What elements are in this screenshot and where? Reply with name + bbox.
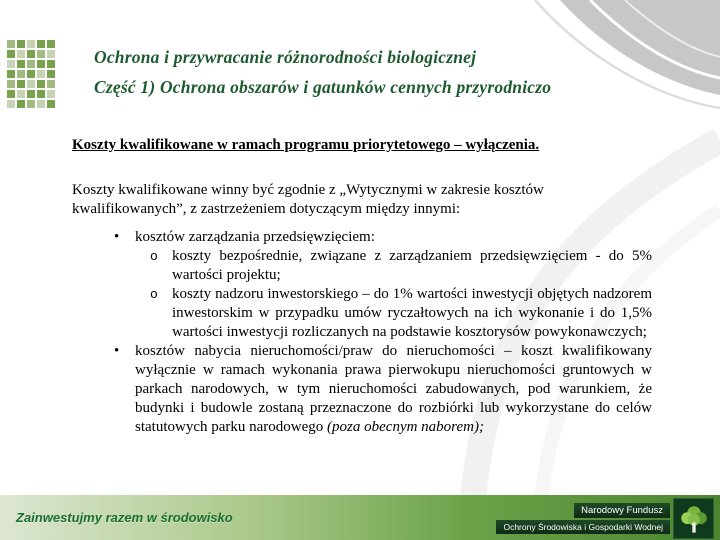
bullet-marker: • [114,343,120,359]
bullet-text: kosztów zarządzania przedsięwzięciem: [135,229,375,245]
tree-icon [677,502,711,536]
bullet-item-2 [72,342,652,437]
title-line-1: Ochrona i przywracanie różnorodności biologicznej [94,47,477,67]
org-name-line-2: Ochrony Środowiska i Gospodarki Wodnej [496,520,670,534]
sub-bullet-text: koszty bezpośrednie, związane z zarządzaniem przedsięwzięciem - do 5% wartości projektu; [172,248,652,283]
sub-bullet-marker: o [150,249,158,264]
slide-footer [0,495,720,540]
decorative-squares [7,40,57,110]
logo-box [673,498,714,539]
title-line-2: Część 1) Ochrona obszarów i gatunków cennych przyrodniczo [94,77,552,97]
bullet-marker: • [114,229,120,245]
intro-paragraph: Koszty kwalifikowane winny być zgodnie z „Wytycznymi w zakresie kosztów kwalifikowanych”, z zastrzeżeniem dotyczącym między innymi: [72,182,544,217]
sub-bullet-text: koszty nadzoru inwestorskiego – do 1% wartości inwestycji objętych nadzorem inwestorskim w przypadku umów ryczałtowych na ich wykonanie i do 1,5% wartości inwestycji rozliczanych na podstawie kosztorysów powykonawczych; [172,286,652,340]
nfos-logo-block [496,498,714,539]
bullet-text-main: kosztów nabycia nieruchomości/praw do nieruchomości – koszt kwalifikowany wyłącznie w ramach wykonania prawa pierwokupu nieruchomości gruntowych w parkach narodowych, w tym nieruchomości zabudowanych, pod warunkiem, że budynki i budowle zostaną przeznaczone do rozbiórki lub wykorzystane do celów statutowych parku narodowego [135,343,652,435]
sub-bullet-marker: o [150,287,158,302]
slide-body [72,136,652,437]
slide-title [94,42,551,102]
bullet-text-italic-suffix: (poza obecnym naborem); [327,419,484,435]
org-name [496,503,670,534]
section-heading: Koszty kwalifikowane w ramach programu priorytetowego – wyłączenia. [72,137,540,153]
footer-slogan: Zainwestujmy razem w środowisko [16,510,233,525]
sub-bullet-item-1 [72,247,652,285]
bullet-item-1 [72,228,652,247]
org-name-line-1: Narodowy Fundusz [574,503,670,518]
sub-bullet-item-2 [72,285,652,342]
bullet-list [72,228,652,437]
bullet-text [135,342,652,437]
